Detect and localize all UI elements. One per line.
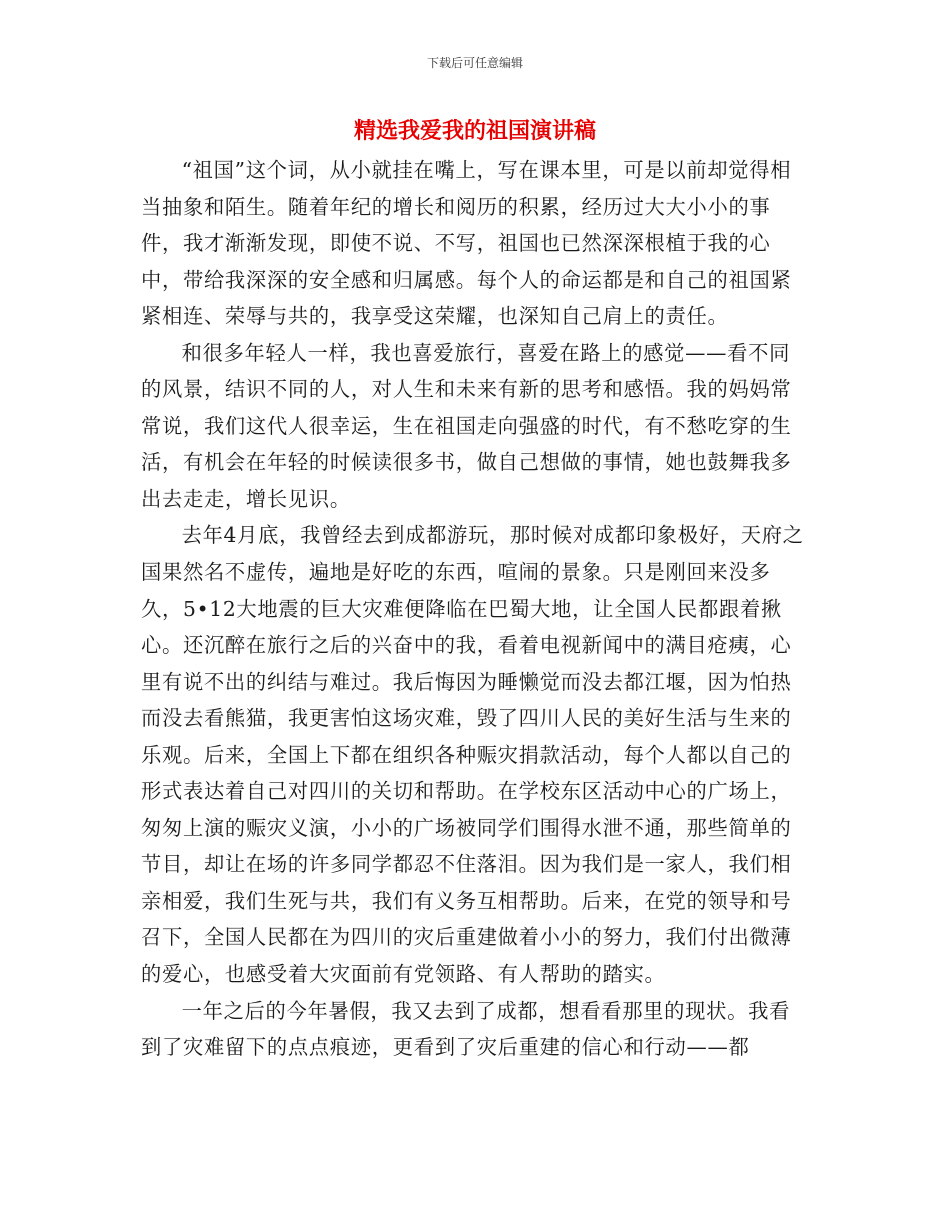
page-header: 下载后可任意编辑: [426, 56, 523, 70]
paragraph-1: “祖国”这个词，从小就挂在嘴上，写在课本里，可是以前却觉得相当抽象和陌生。随着年纪的增长和阅历的积累，经历过大大小小的事件，我才渐渐发现，即使不说、不写，祖国也已然深深根植于我的心中，带给我深深的安全感和归属感。每个人的命运都是和自己的祖国紧紧相连、荣辱与共的，我享受这荣耀，也深知自己肩上的责任。: [141, 158, 792, 329]
document-body: [141, 152, 809, 1066]
document-title: 精选我爱我的祖国演讲稿: [353, 118, 596, 144]
paragraph-2: 和很多年轻人一样，我也喜爱旅行，喜爱在路上的感觉——看不同的风景，结识不同的人，对人生和未来有新的思考和感悟。我的妈妈常常说，我们这代人很幸运，生在祖国走向强盛的时代，有不愁吃穿的生活，有机会在年轻的时候读很多书，做自己想做的事情，她也鼓舞我多出去走走，增长见识。: [141, 340, 792, 511]
paragraph-3: 去年4月底，我曾经去到成都游玩，那时候对成都印象极好，天府之国果然名不虚传，遍地是好吃的东西，喧闹的景象。只是刚回来没多久，5•12大地震的巨大灾难便降临在巴蜀大地，让全国人民都跟着揪心。还沉醉在旅行之后的兴奋中的我，看着电视新闻中的满目疮痍，心里有说不出的纠结与难过。我后悔因为睡懒觉而没去都江堰，因为怕热而没去看熊猫，我更害怕这场灾难，毁了四川人民的美好生活与生来的乐观。后来，全国上下都在组织各种赈灾捐款活动，每个人都以自己的形式表达着自己对四川的关切和帮助。在学校东区活动中心的广场上，匆匆上演的赈灾义演，小小的广场被同学们围得水泄不通，那些简单的节目，却让在场的许多同学都忍不住落泪。因为我们是一家人，我们相亲相爱，我们生死与共，我们有义务互相帮助。后来，在党的领导和号召下，全国人民都在为四川的灾后重建做着小小的努力，我们付出微薄的爱心，也感受着大灾面前有党领路、有人帮助的踏实。: [141, 523, 804, 987]
paragraph-4: 一年之后的今年暑假，我又去到了成都，想看看那里的现状。我看到了灾难留下的点点痕迹，更看到了灾后重建的信心和行动——都: [141, 998, 791, 1060]
